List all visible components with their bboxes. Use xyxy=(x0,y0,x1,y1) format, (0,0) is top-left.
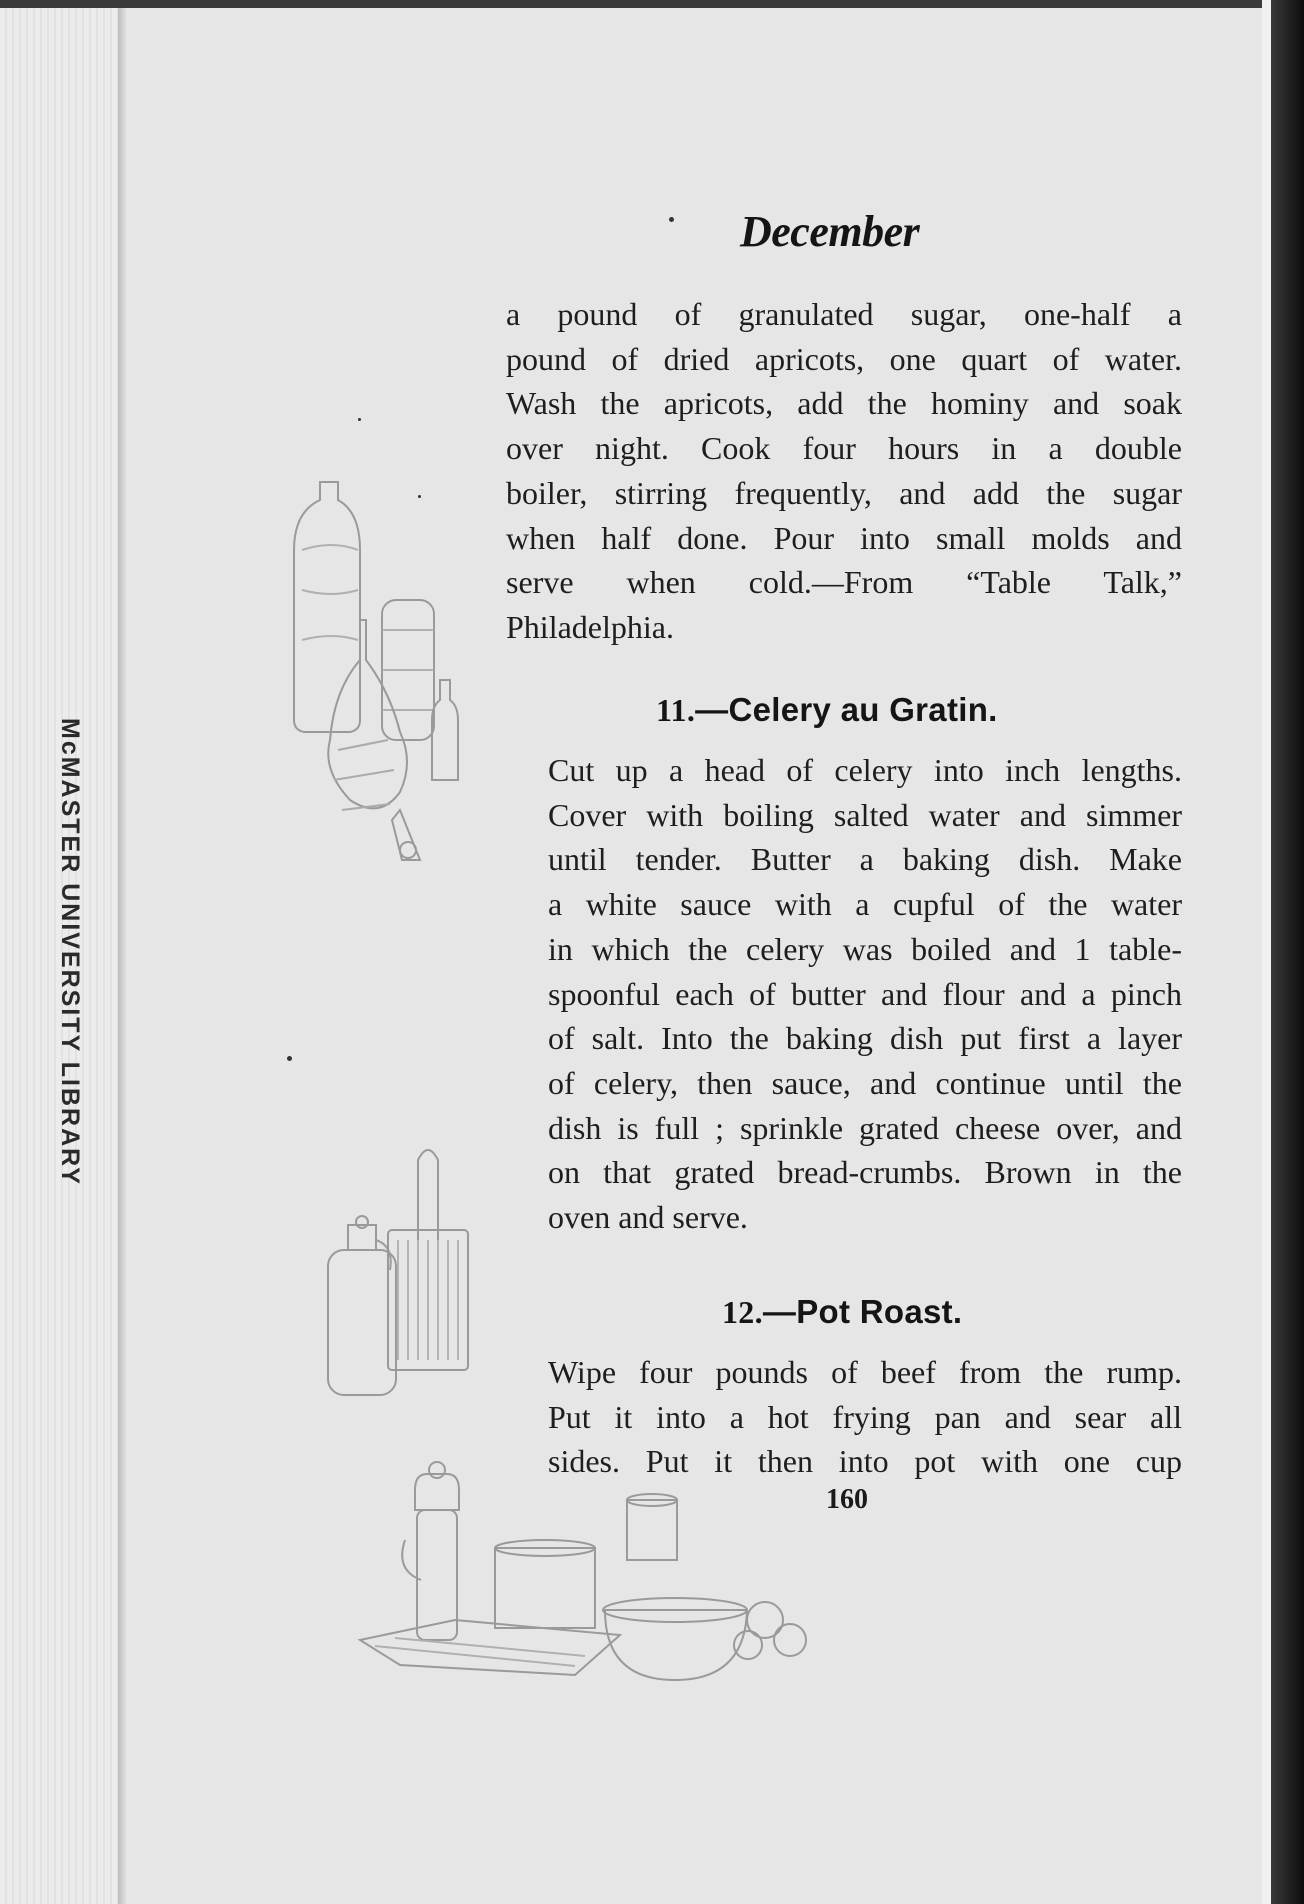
recipe-12-title: —Pot Roast. xyxy=(762,1293,963,1330)
text-line: oven and serve. xyxy=(548,1199,748,1236)
library-stamp: McMASTER UNIVERSITY LIBRARY xyxy=(56,718,84,1186)
scan-right-edge xyxy=(1271,0,1304,1904)
page-number: 160 xyxy=(826,1484,868,1515)
text-line: spoonful each of butter and flour and a pinch xyxy=(548,975,1182,1012)
paragraph-continued xyxy=(506,292,1182,650)
text-line: of salt. Into the baking dish put first a layer xyxy=(548,1020,1182,1057)
text-line: dish is full ; sprinkle grated cheese over, and xyxy=(548,1109,1182,1146)
recipe-12-heading xyxy=(722,1293,962,1331)
text-line: a white sauce with a cupful of the water xyxy=(548,886,1182,923)
recipe-12-body xyxy=(506,1350,1182,1484)
text-line: in which the celery was boiled and 1 table- xyxy=(548,930,1182,967)
jar-and-grater-illustration xyxy=(318,1140,488,1420)
text-line: a pound of granulated sugar, one-half a xyxy=(506,296,1182,332)
text-line: over night. Cook four hours in a double xyxy=(506,430,1182,467)
recipe-12-paragraph xyxy=(506,1350,1182,1484)
text-line: sides. Put it then into pot with one cup xyxy=(548,1443,1182,1480)
text-line: Wash the apricots, add the hominy and soak xyxy=(506,385,1182,422)
text-line: on that grated bread-crumbs. Brown in the xyxy=(548,1154,1182,1191)
text-line: when half done. Pour into small molds and xyxy=(506,519,1182,556)
bottles-illustration xyxy=(290,470,470,880)
recipe-11-number: 11. xyxy=(656,692,696,728)
text-line: Put it into a hot frying pan and sear all xyxy=(548,1398,1182,1435)
text-line: serve when cold.—From “Table Talk,” xyxy=(506,564,1182,601)
text-line: Wipe four pounds of beef from the rump. xyxy=(548,1354,1182,1390)
page-right-highlight xyxy=(1262,0,1271,1904)
running-head: December xyxy=(740,207,920,256)
text-line: Philadelphia. xyxy=(506,608,674,645)
text-line: pound of dried apricots, one quart of water. xyxy=(506,340,1182,377)
kitchen-still-life-illustration xyxy=(355,1460,825,1700)
spine-shadow xyxy=(118,8,128,1904)
opening-paragraph xyxy=(506,292,1182,650)
text-line: until tender. Butter a baking dish. Make xyxy=(548,841,1182,878)
text-line: Cut up a head of celery into inch lengths. xyxy=(548,752,1182,788)
text-line: of celery, then sauce, and continue until the xyxy=(548,1064,1182,1101)
recipe-11-title: —Celery au Gratin. xyxy=(695,691,998,728)
text-line: boiler, stirring frequently, and add the sugar xyxy=(506,474,1182,511)
recipe-11-paragraph xyxy=(506,748,1182,1240)
scan-top-edge xyxy=(0,0,1304,8)
recipe-11-body xyxy=(506,748,1182,1240)
recipe-12-number: 12. xyxy=(722,1294,763,1330)
recipe-11-heading xyxy=(656,691,998,729)
text-line: Cover with boiling salted water and simmer xyxy=(548,796,1182,833)
